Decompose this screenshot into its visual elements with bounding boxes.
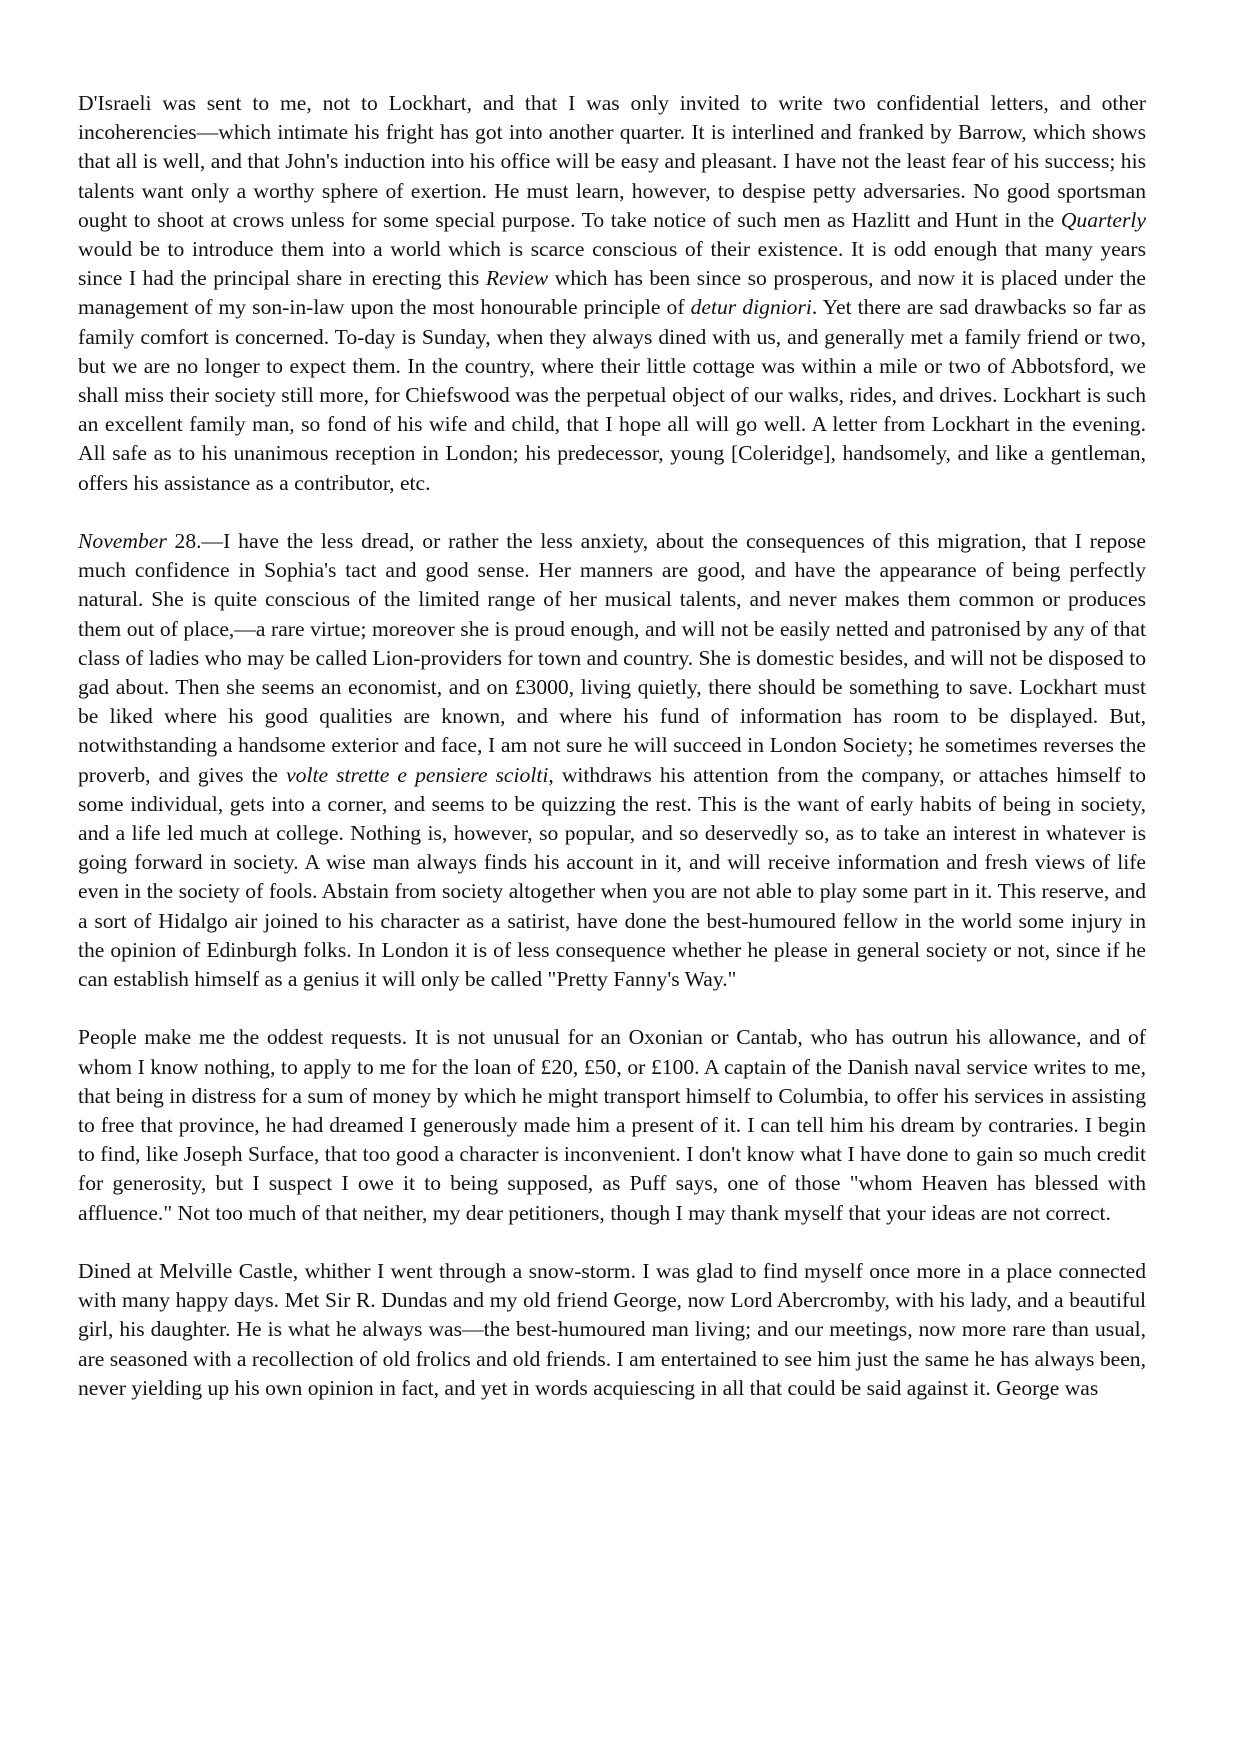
italic-title-review: Review	[485, 266, 549, 291]
text-segment: , withdraws his attention from the company, or attaches himself to some individual, gets into a corner, and seems to be quizzing the rest. This is the want of early habits of being in society, and a life led much at college. Nothing is, however, so popular, and so deservedly so, as to take an interest in whatever is going forward in society. A wise man always finds his account in it, and will receive information and fresh views of life even in the society of fools. Abstain from society altogether when you are not able to play some part in it. This reserve, and a sort of Hidalgo air joined to his character as a satirist, have done the best-humoured fellow in the world some injury in the opinion of Edinburgh folks. In London it is of less consequence whether he please in general society or not, since if he can establish himself as a genius it will only be called "Pretty Fanny's Way."	[78, 762, 1146, 992]
italic-title-quarterly: Quarterly	[1060, 207, 1146, 232]
paragraph-oddest-requests	[78, 1023, 1146, 1227]
text-segment: Dined at Melville Castle, whither I went through a snow-storm. I was glad to find myself once more in a place connected with many happy days. Met Sir R. Dundas and my old friend George, now Lord Abercromby, with his lady, and a beautiful girl, his daughter. He is what he always was—the best-humoured man living; and our meetings, now more rare than usual, are seasoned with a recollection of old frolics and old friends. I am entertained to see him just the same he has always been, never yielding up his own opinion in fact, and yet in words acquiescing in all that could be said against it. George was	[78, 1259, 1146, 1400]
italic-date-month: November	[78, 529, 167, 554]
text-segment: . Yet there are sad drawbacks so far as family comfort is concerned. To-day is Sunday, when they always dined with us, and generally met a family friend or two, but we are no longer to expect them. In the country, where their little cottage was within a mile or two of Abbotsford, we shall miss their society still more, for Chiefswood was the perpetual object of our walks, rides, and drives. Lockhart is such an excellent family man, so fond of his wife and child, that I hope all will go well. A letter from Lockhart in the evening. All safe as to his unanimous reception in London; his predecessor, young [Coleridge], handsomely, and like a gentleman, offers his assistance as a contributor, etc.	[78, 295, 1146, 495]
text-segment: which has been since so prosperous, and now it is placed under the management of my son-in-law upon the most honourable principle of	[78, 266, 1146, 320]
paragraph-lockhart-review	[78, 89, 1146, 498]
italic-latin-phrase: detur digniori	[690, 295, 812, 320]
italic-italian-phrase: volte strette e pensiere sciolti	[286, 762, 549, 787]
document-page	[78, 89, 1146, 1432]
text-segment: 28.—I have the less dread, or rather the less anxiety, about the consequences of this migration, that I repose much confidence in Sophia's tact and good sense. Her manners are good, and have the appearance of being perfectly natural. She is quite conscious of the limited range of her musical talents, and never makes them common or produces them out of place,—a rare virtue; moreover she is proud enough, and will not be easily netted and patronised by any of that class of ladies who may be called Lion-providers for town and country. She is domestic besides, and will not be disposed to gad about. Then she seems an economist, and on £3000, living quietly, there should be something to save. Lockhart must be liked where his good qualities are known, and where his fund of information has room to be displayed. But, notwithstanding a handsome exterior and face, I am not sure he will succeed in London Society; he sometimes reverses the proverb, and gives the	[78, 529, 1146, 787]
text-segment: People make me the oddest requests. It is not unusual for an Oxonian or Cantab, who has outrun his allowance, and of whom I know nothing, to apply to me for the loan of £20, £50, or £100. A captain of the Danish naval service writes to me, that being in distress for a sum of money by which he might transport himself to Columbia, to offer his services in assisting to free that province, he had dreamed I generously made him a present of it. I can tell him his dream by contraries. I begin to find, like Joseph Surface, that too good a character is inconvenient. I don't know what I have done to gain so much credit for generosity, but I suspect I owe it to being supposed, as Puff says, one of those "whom Heaven has blessed with affluence." Not too much of that neither, my dear petitioners, though I may thank myself that your ideas are not correct.	[78, 1025, 1146, 1225]
paragraph-melville-castle	[78, 1257, 1146, 1403]
text-segment: would be to introduce them into a world which is scarce conscious of their existence. It is odd enough that many years since I had the principal share in erecting this	[78, 237, 1146, 291]
text-segment: D'Israeli was sent to me, not to Lockhart, and that I was only invited to write two confidential letters, and other incoherencies—which intimate his fright has got into another quarter. It is interlined and franked by Barrow, which shows that all is well, and that John's induction into his office will be easy and pleasant. I have not the least fear of his success; his talents want only a worthy sphere of exertion. He must learn, however, to despise petty adversaries. No good sportsman ought to shoot at crows unless for some special purpose. To take notice of such men as Hazlitt and Hunt in the	[78, 91, 1146, 232]
paragraph-november-28	[78, 527, 1146, 994]
